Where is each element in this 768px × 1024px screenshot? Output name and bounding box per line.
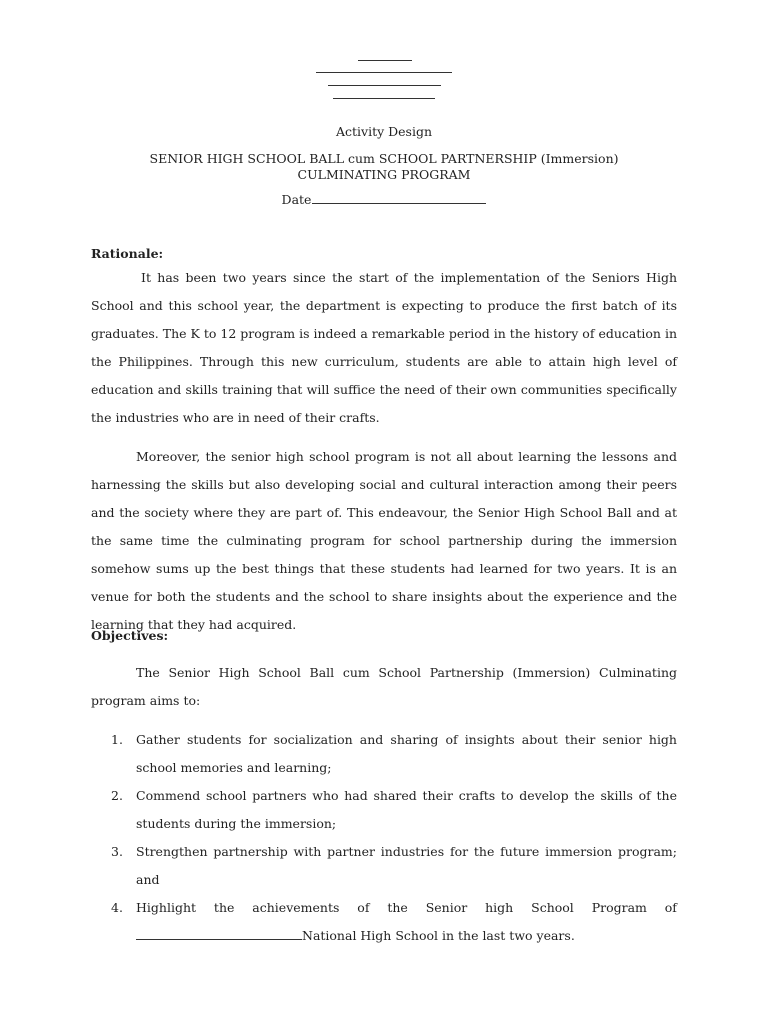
blank-line-4	[333, 98, 435, 99]
program-title-line2: CULMINATING PROGRAM	[297, 167, 471, 182]
list-item-text-line1	[136, 894, 677, 922]
list-item-text: Strengthen partnership with partner industries for the future immersion program; and	[136, 844, 677, 887]
program-title-line1: SENIOR HIGH SCHOOL BALL cum SCHOOL PARTNERSHIP (Immersion)	[149, 151, 619, 166]
rationale-paragraph-2: Moreover, the senior high school program is not all about learning the lessons and harnessing the skills but also developing social and cultural interaction among their peers and the society where they are part of. This endeavour, the Senior High School Ball and at the same time the culminating program for school partnership during the immersion somehow sums up the best things that these students had learned for two years. It is an venue for both the students and the school to share insights about the experience and the learning that they had acquired.	[91, 449, 677, 632]
word: Program	[591, 900, 647, 915]
word: Highlight	[136, 900, 197, 915]
list-item-text: Commend school partners who had shared their crafts to develop the skills of the students during the immersion;	[136, 788, 677, 831]
word: School	[531, 900, 574, 915]
date-field	[0, 191, 768, 209]
list-item-number: 1.	[111, 732, 123, 747]
list-item-number: 2.	[111, 788, 123, 803]
list-item-number: 3.	[111, 844, 123, 859]
list-item-text-line2	[136, 922, 677, 950]
school-name-blank	[136, 927, 302, 940]
date-blank	[312, 191, 486, 204]
blank-line-3	[328, 85, 441, 86]
word: of	[357, 900, 370, 915]
blank-line-2	[316, 72, 452, 73]
word: high	[485, 900, 514, 915]
list-item	[91, 838, 677, 894]
list-item	[91, 894, 677, 950]
word: the	[387, 900, 408, 915]
list-item	[91, 726, 677, 782]
word: Senior	[425, 900, 468, 915]
word: the	[213, 900, 235, 915]
word: of	[664, 900, 677, 915]
blank-line-1	[358, 60, 412, 61]
word: achievements	[252, 900, 340, 915]
document-title: Activity Design	[335, 124, 433, 139]
objectives-title: Objectives:	[91, 628, 169, 643]
objectives-intro: The Senior High School Ball cum School Partnership (Immersion) Culminating program aims to:	[91, 665, 677, 708]
objectives-list	[91, 726, 677, 950]
list-item-text: Gather students for socialization and sharing of insights about their senior high school memories and learning;	[136, 732, 677, 775]
list-item	[91, 782, 677, 838]
date-label: Date	[281, 192, 312, 207]
rationale-paragraph-1: It has been two years since the start of the implementation of the Seniors High School and this school year, the department is expecting to produce the first batch of its graduates. The K to 12 program is indeed a remarkable period in the history of education in the Philippines. Through this new curriculum, students are able to attain high level of education and skills training that will suffice the need of their own communities specifically the industries who are in need of their crafts.	[91, 270, 677, 425]
rationale-title: Rationale:	[91, 246, 164, 261]
list-item-number: 4.	[111, 900, 123, 915]
list-item-tail: National High School in the last two years.	[302, 928, 575, 943]
